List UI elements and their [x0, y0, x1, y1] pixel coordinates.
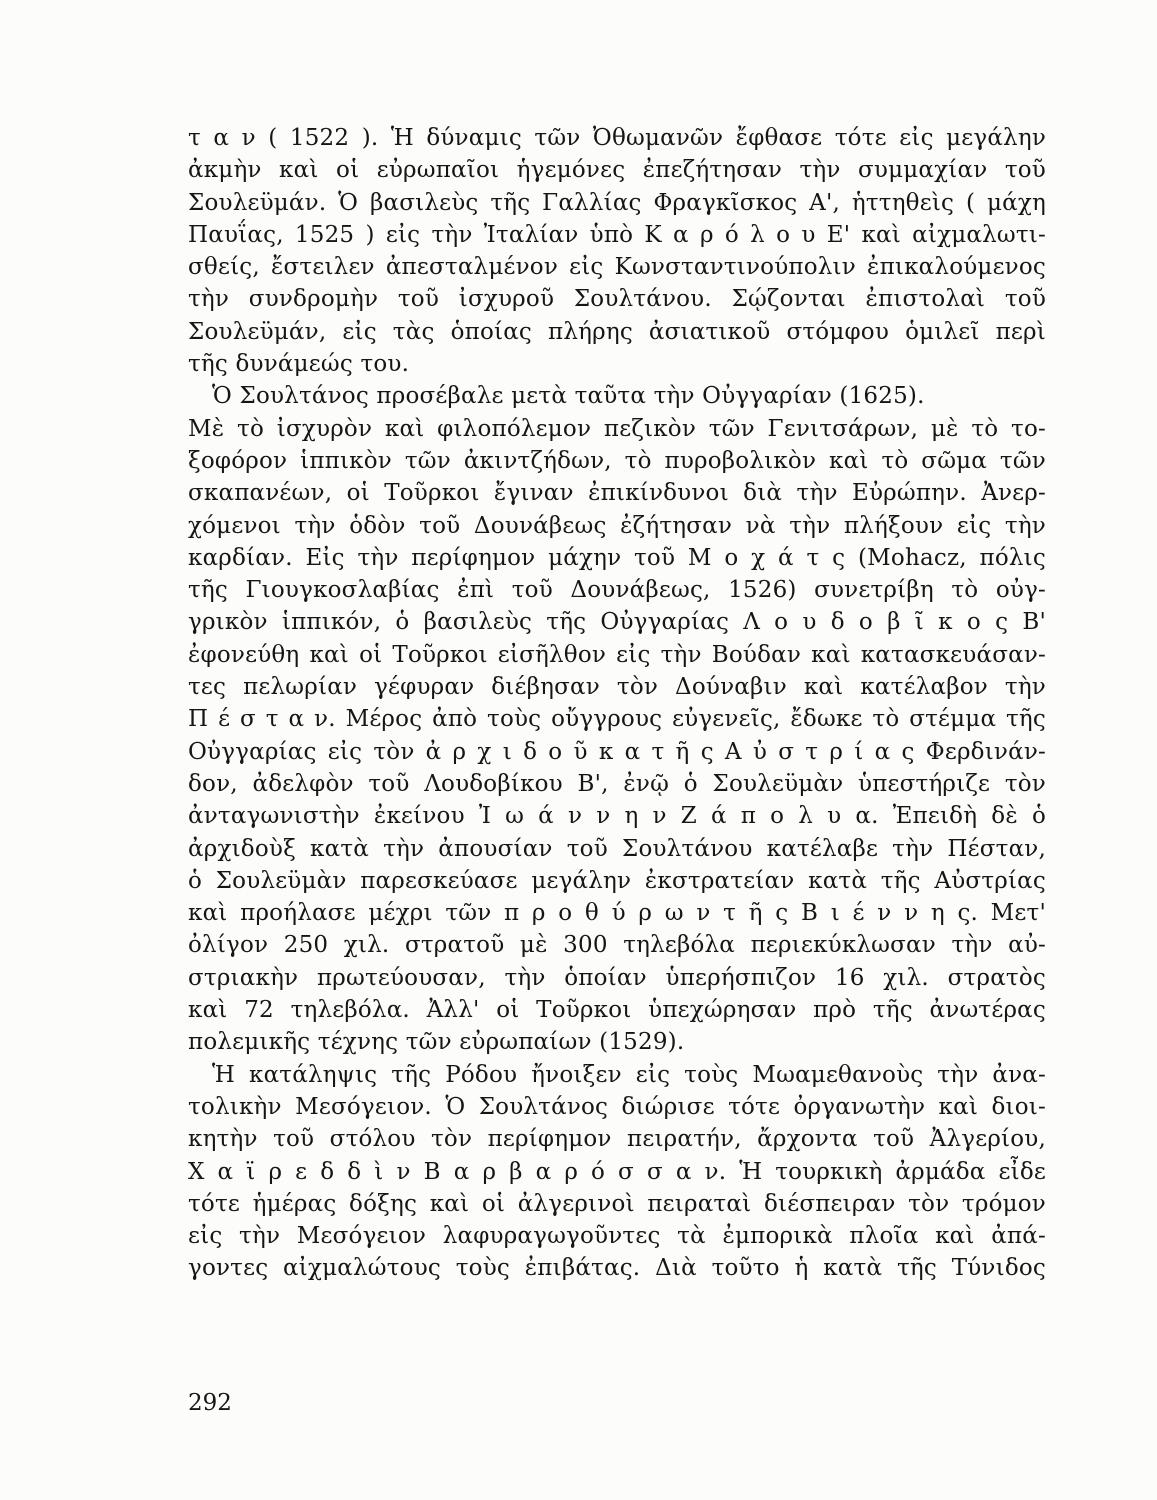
text-line: καὶ προήλασε μέχρι τῶν π ρ ο θ ύ ρ ω ν τ ῆ ς Β ι έ ν ν η ς. Μετ': [188, 900, 1046, 927]
text-line: Ὁ Σουλτάνος προσέβαλε μετὰ ταῦτα τὴν Οὐγγαρίαν (1625).: [212, 383, 925, 410]
text-line: Σουλεϋμάν. Ὁ βασιλεὺς τῆς Γαλλίας Φραγκῖσκος Α', ἡττηθεὶς ( μάχη: [188, 189, 1046, 216]
text-line: στριακὴν πρωτεύουσαν, τὴν ὁποίαν ὑπερήσπιζον 16 χιλ. στρατὸς: [188, 964, 1046, 991]
text-line: Χ α ϊ ρ ε δ δ ὶ ν Β α ρ β α ρ ό σ σ α ν. Ἡ τουρκικὴ ἀρμάδα εἶδε: [188, 1158, 1046, 1185]
text-line: τολικὴν Μεσόγειον. Ὁ Σουλτάνος διώρισε τότε ὀργανωτὴν καὶ διοι-: [188, 1093, 1046, 1120]
body-text: [188, 122, 1046, 1285]
text-line: σκαπανέων, οἱ Τοῦρκοι ἔγιναν ἐπικίνδυνοι διὰ τὴν Εὐρώπην. Ἀνερ-: [188, 480, 1046, 507]
text-line: Π έ σ τ α ν. Μέρος ἀπὸ τοὺς οὔγγρους εὐγενεῖς, ἔδωκε τὸ στέμμα τῆς: [188, 706, 1046, 733]
text-line: ξοφόρον ἱππικὸν τῶν ἀκιντζήδων, τὸ πυροβολικὸν καὶ τὸ σῶμα τῶν: [188, 447, 1046, 474]
text-line: γρικὸν ἱππικόν, ὁ βασιλεὺς τῆς Οὐγγαρίας Λ ο υ δ ο β ῖ κ ο ς Β': [188, 609, 1046, 636]
text-line: τ α ν ( 1522 ). Ἡ δύναμις τῶν Ὀθωμανῶν ἔφθασε τότε εἰς μεγάλην: [188, 125, 1046, 151]
text-line: πολεμικῆς τέχνης τῶν εὐρωπαίων (1529).: [188, 1029, 685, 1056]
text-line: τὴν συνδρομὴν τοῦ ἰσχυροῦ Σουλτάνου. Σῴζονται ἐπιστολαὶ τοῦ: [188, 286, 1046, 313]
text-line: Οὐγγαρίας εἰς τὸν ἀ ρ χ ι δ ο ῦ κ α τ ῆ ς Α ὐ σ τ ρ ί α ς Φερδινάν-: [188, 738, 1046, 765]
page-number: 292: [188, 1390, 232, 1416]
text-line: Ἡ κατάληψις τῆς Ρόδου ἤνοιξεν εἰς τοὺς Μωαμεθανοὺς τὴν ἀνα-: [212, 1061, 1046, 1088]
text-line: τότε ἡμέρας δόξης καὶ οἱ ἀλγερινοὶ πειραταὶ διέσπειραν τὸν τρόμον: [188, 1190, 1046, 1217]
text-line: χόμενοι τὴν ὁδὸν τοῦ Δουνάβεως ἐζήτησαν νὰ τὴν πλήξουν εἰς τὴν: [188, 512, 1046, 539]
text-line: τες πελωρίαν γέφυραν διέβησαν τὸν Δούναβιν καὶ κατέλαβον τὴν: [188, 674, 1046, 701]
text-line: δον, ἀδελφὸν τοῦ Λουδοβίκου Β', ἐνῷ ὁ Σουλεϋμὰν ὑπεστήριζε τὸν: [188, 770, 1046, 797]
text-line: Παυΐας, 1525 ) εἰς τὴν Ἰταλίαν ὑπὸ Κ α ρ ό λ ο υ Ε' καὶ αἰχμαλωτι-: [188, 221, 1046, 248]
text-line: σθείς, ἔστειλεν ἀπεσταλμένον εἰς Κωνσταντινούπολιν ἐπικαλούμενος: [188, 254, 1046, 281]
text-line: ἀκμὴν καὶ οἱ εὐρωπαῖοι ἡγεμόνες ἐπεζήτησαν τὴν συμμαχίαν τοῦ: [188, 157, 1046, 184]
text-line: ἐφονεύθη καὶ οἱ Τοῦρκοι εἰσῆλθον εἰς τὴν Βούδαν καὶ κατασκευάσαν-: [188, 641, 1046, 668]
text-line: ἀρχιδοὺξ κατὰ τὴν ἀπουσίαν τοῦ Σουλτάνου κατέλαβε τὴν Πέσταν,: [188, 835, 1046, 862]
text-line: καρδίαν. Εἰς τὴν περίφημον μάχην τοῦ Μ ο χ ά τ ς (Mohacz, πόλις: [188, 544, 1046, 571]
text-line: Μὲ τὸ ἰσχυρὸν καὶ φιλοπόλεμον πεζικὸν τῶν Γενιτσάρων, μὲ τὸ το-: [188, 415, 1046, 442]
text-line: κητὴν τοῦ στόλου τὸν περίφημον πειρατήν, ἄρχοντα τοῦ Ἀλγερίου,: [188, 1126, 1046, 1153]
text-line: ὁ Σουλεϋμὰν παρεσκεύασε μεγάλην ἐκστρατείαν κατὰ τῆς Αὐστρίας: [188, 867, 1046, 894]
text-line: τῆς δυνάμεώς του.: [188, 351, 410, 378]
text-line: γοντες αἰχμαλώτους τοὺς ἐπιβάτας. Διὰ τοῦτο ἡ κατὰ τῆς Τύνιδος: [188, 1255, 1046, 1282]
text-line: εἰς τὴν Μεσόγειον λαφυραγωγοῦντες τὰ ἐμπορικὰ πλοῖα καὶ ἀπά-: [188, 1223, 1046, 1250]
text-line: Σουλεϋμάν, εἰς τὰς ὁποίας πλήρης ἀσιατικοῦ στόμφου ὁμιλεῖ περὶ: [188, 318, 1046, 345]
text-line: τῆς Γιουγκοσλαβίας ἐπὶ τοῦ Δουνάβεως, 1526) συνετρίβη τὸ οὐγ-: [188, 577, 1046, 604]
text-line: ὀλίγον 250 χιλ. στρατοῦ μὲ 300 τηλεβόλα περιεκύκλωσαν τὴν αὐ-: [188, 932, 1046, 959]
text-line: ἀνταγωνιστὴν ἐκείνου Ἰ ω ά ν ν η ν Ζ ά π ο λ υ α. Ἐπειδὴ δὲ ὁ: [188, 803, 1046, 830]
text-line: καὶ 72 τηλεβόλα. Ἀλλ' οἱ Τοῦρκοι ὑπεχώρησαν πρὸ τῆς ἀνωτέρας: [188, 997, 1046, 1024]
